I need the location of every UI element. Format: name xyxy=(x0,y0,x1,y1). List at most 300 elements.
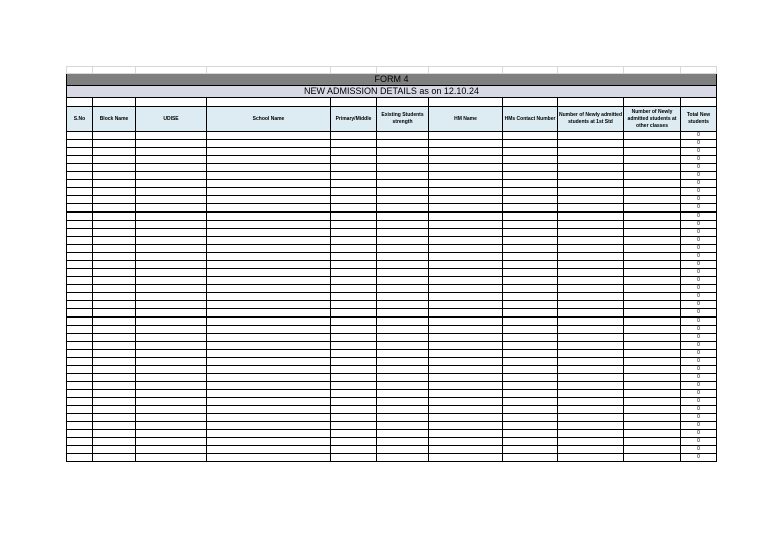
table-cell[interactable] xyxy=(558,430,624,438)
table-cell[interactable] xyxy=(624,164,681,172)
table-cell[interactable] xyxy=(136,414,207,422)
table-cell[interactable] xyxy=(67,293,93,301)
table-cell[interactable] xyxy=(503,398,558,406)
total-new-cell[interactable]: 0 xyxy=(681,293,717,301)
table-cell[interactable] xyxy=(331,398,377,406)
table-cell[interactable] xyxy=(503,414,558,422)
table-cell[interactable] xyxy=(624,156,681,164)
table-cell[interactable] xyxy=(624,229,681,237)
total-new-cell[interactable]: 0 xyxy=(681,204,717,213)
table-cell[interactable] xyxy=(207,253,331,261)
total-new-cell[interactable]: 0 xyxy=(681,317,717,326)
table-cell[interactable] xyxy=(67,390,93,398)
table-cell[interactable] xyxy=(429,326,503,334)
total-new-cell[interactable]: 0 xyxy=(681,229,717,237)
table-cell[interactable] xyxy=(503,317,558,326)
table-cell[interactable] xyxy=(624,430,681,438)
table-cell[interactable] xyxy=(207,261,331,269)
table-cell[interactable] xyxy=(624,148,681,156)
table-cell[interactable] xyxy=(429,317,503,326)
total-new-cell[interactable]: 0 xyxy=(681,164,717,172)
total-new-cell[interactable]: 0 xyxy=(681,342,717,350)
table-cell[interactable] xyxy=(503,454,558,462)
total-new-cell[interactable]: 0 xyxy=(681,261,717,269)
table-cell[interactable] xyxy=(93,334,136,342)
table-cell[interactable] xyxy=(67,438,93,446)
total-new-cell[interactable]: 0 xyxy=(681,446,717,454)
table-cell[interactable] xyxy=(331,285,377,293)
total-new-cell[interactable]: 0 xyxy=(681,221,717,229)
table-cell[interactable] xyxy=(331,212,377,221)
table-cell[interactable] xyxy=(558,398,624,406)
table-cell[interactable] xyxy=(207,454,331,462)
table-cell[interactable] xyxy=(429,285,503,293)
table-cell[interactable] xyxy=(67,196,93,204)
table-cell[interactable] xyxy=(558,156,624,164)
table-cell[interactable] xyxy=(207,350,331,358)
table-cell[interactable] xyxy=(429,406,503,414)
table-cell[interactable] xyxy=(624,237,681,245)
table-cell[interactable] xyxy=(93,309,136,318)
table-cell[interactable] xyxy=(67,245,93,253)
table-cell[interactable] xyxy=(558,196,624,204)
table-cell[interactable] xyxy=(67,285,93,293)
table-cell[interactable] xyxy=(207,317,331,326)
total-new-cell[interactable]: 0 xyxy=(681,237,717,245)
table-cell[interactable] xyxy=(331,446,377,454)
total-new-cell[interactable]: 0 xyxy=(681,148,717,156)
table-cell[interactable] xyxy=(331,350,377,358)
table-cell[interactable] xyxy=(377,253,429,261)
table-cell[interactable] xyxy=(558,382,624,390)
total-new-cell[interactable]: 0 xyxy=(681,366,717,374)
table-cell[interactable] xyxy=(136,422,207,430)
table-cell[interactable] xyxy=(136,454,207,462)
table-cell[interactable] xyxy=(207,374,331,382)
table-cell[interactable] xyxy=(429,438,503,446)
table-cell[interactable] xyxy=(558,309,624,318)
table-cell[interactable] xyxy=(558,293,624,301)
total-new-cell[interactable]: 0 xyxy=(681,132,717,140)
table-cell[interactable] xyxy=(503,204,558,213)
table-cell[interactable] xyxy=(67,140,93,148)
table-cell[interactable] xyxy=(331,188,377,196)
table-cell[interactable] xyxy=(67,156,93,164)
table-cell[interactable] xyxy=(331,253,377,261)
total-new-cell[interactable]: 0 xyxy=(681,390,717,398)
table-cell[interactable] xyxy=(331,204,377,213)
table-cell[interactable] xyxy=(558,245,624,253)
table-cell[interactable] xyxy=(136,374,207,382)
table-cell[interactable] xyxy=(377,438,429,446)
table-cell[interactable] xyxy=(136,301,207,309)
table-cell[interactable] xyxy=(136,140,207,148)
table-cell[interactable] xyxy=(558,438,624,446)
table-cell[interactable] xyxy=(331,269,377,277)
table-cell[interactable] xyxy=(93,446,136,454)
table-cell[interactable] xyxy=(67,326,93,334)
table-cell[interactable] xyxy=(503,140,558,148)
table-cell[interactable] xyxy=(429,164,503,172)
table-cell[interactable] xyxy=(377,277,429,285)
table-cell[interactable] xyxy=(429,358,503,366)
table-cell[interactable] xyxy=(377,285,429,293)
table-cell[interactable] xyxy=(93,382,136,390)
table-cell[interactable] xyxy=(136,156,207,164)
table-cell[interactable] xyxy=(429,422,503,430)
table-cell[interactable] xyxy=(93,301,136,309)
table-cell[interactable] xyxy=(207,366,331,374)
table-cell[interactable] xyxy=(93,390,136,398)
table-cell[interactable] xyxy=(377,422,429,430)
table-cell[interactable] xyxy=(67,342,93,350)
table-cell[interactable] xyxy=(503,196,558,204)
table-cell[interactable] xyxy=(377,132,429,140)
table-cell[interactable] xyxy=(429,366,503,374)
table-cell[interactable] xyxy=(93,237,136,245)
table-cell[interactable] xyxy=(558,253,624,261)
table-cell[interactable] xyxy=(429,180,503,188)
table-cell[interactable] xyxy=(377,350,429,358)
table-cell[interactable] xyxy=(331,196,377,204)
table-cell[interactable] xyxy=(624,334,681,342)
table-cell[interactable] xyxy=(429,245,503,253)
table-cell[interactable] xyxy=(331,414,377,422)
table-cell[interactable] xyxy=(93,132,136,140)
total-new-cell[interactable]: 0 xyxy=(681,454,717,462)
table-cell[interactable] xyxy=(624,326,681,334)
table-cell[interactable] xyxy=(624,269,681,277)
total-new-cell[interactable]: 0 xyxy=(681,188,717,196)
table-cell[interactable] xyxy=(624,398,681,406)
table-cell[interactable] xyxy=(136,188,207,196)
table-cell[interactable] xyxy=(377,188,429,196)
table-cell[interactable] xyxy=(377,446,429,454)
table-cell[interactable] xyxy=(429,269,503,277)
table-cell[interactable] xyxy=(67,237,93,245)
table-cell[interactable] xyxy=(67,309,93,318)
table-cell[interactable] xyxy=(624,414,681,422)
table-cell[interactable] xyxy=(503,261,558,269)
table-cell[interactable] xyxy=(624,277,681,285)
table-cell[interactable] xyxy=(503,212,558,221)
table-cell[interactable] xyxy=(136,277,207,285)
table-cell[interactable] xyxy=(558,317,624,326)
total-new-cell[interactable]: 0 xyxy=(681,180,717,188)
table-cell[interactable] xyxy=(624,454,681,462)
table-cell[interactable] xyxy=(624,317,681,326)
table-cell[interactable] xyxy=(207,204,331,213)
table-cell[interactable] xyxy=(93,342,136,350)
table-cell[interactable] xyxy=(377,196,429,204)
table-cell[interactable] xyxy=(93,430,136,438)
table-cell[interactable] xyxy=(136,446,207,454)
total-new-cell[interactable]: 0 xyxy=(681,430,717,438)
table-cell[interactable] xyxy=(331,438,377,446)
table-cell[interactable] xyxy=(558,164,624,172)
table-cell[interactable] xyxy=(429,172,503,180)
table-cell[interactable] xyxy=(429,390,503,398)
table-cell[interactable] xyxy=(207,245,331,253)
table-cell[interactable] xyxy=(377,317,429,326)
table-cell[interactable] xyxy=(624,293,681,301)
table-cell[interactable] xyxy=(624,358,681,366)
table-cell[interactable] xyxy=(429,293,503,301)
table-cell[interactable] xyxy=(136,204,207,213)
table-cell[interactable] xyxy=(67,430,93,438)
table-cell[interactable] xyxy=(503,382,558,390)
table-cell[interactable] xyxy=(377,334,429,342)
table-cell[interactable] xyxy=(503,430,558,438)
table-cell[interactable] xyxy=(93,269,136,277)
total-new-cell[interactable]: 0 xyxy=(681,285,717,293)
table-cell[interactable] xyxy=(624,374,681,382)
table-cell[interactable] xyxy=(67,269,93,277)
table-cell[interactable] xyxy=(207,164,331,172)
table-cell[interactable] xyxy=(136,438,207,446)
table-cell[interactable] xyxy=(136,350,207,358)
table-cell[interactable] xyxy=(331,430,377,438)
table-cell[interactable] xyxy=(207,221,331,229)
table-cell[interactable] xyxy=(377,212,429,221)
table-cell[interactable] xyxy=(67,422,93,430)
table-cell[interactable] xyxy=(377,164,429,172)
table-cell[interactable] xyxy=(429,342,503,350)
table-cell[interactable] xyxy=(93,414,136,422)
table-cell[interactable] xyxy=(331,390,377,398)
table-cell[interactable] xyxy=(67,446,93,454)
table-cell[interactable] xyxy=(331,172,377,180)
table-cell[interactable] xyxy=(377,156,429,164)
table-cell[interactable] xyxy=(331,156,377,164)
table-cell[interactable] xyxy=(93,180,136,188)
total-new-cell[interactable]: 0 xyxy=(681,140,717,148)
table-cell[interactable] xyxy=(624,132,681,140)
table-cell[interactable] xyxy=(93,422,136,430)
table-cell[interactable] xyxy=(503,326,558,334)
table-cell[interactable] xyxy=(503,358,558,366)
table-cell[interactable] xyxy=(558,148,624,156)
table-cell[interactable] xyxy=(624,309,681,318)
table-cell[interactable] xyxy=(558,301,624,309)
table-cell[interactable] xyxy=(558,350,624,358)
total-new-cell[interactable]: 0 xyxy=(681,358,717,366)
table-cell[interactable] xyxy=(136,317,207,326)
table-cell[interactable] xyxy=(136,148,207,156)
table-cell[interactable] xyxy=(93,164,136,172)
table-cell[interactable] xyxy=(503,374,558,382)
table-cell[interactable] xyxy=(207,326,331,334)
table-cell[interactable] xyxy=(136,172,207,180)
table-cell[interactable] xyxy=(377,204,429,213)
table-cell[interactable] xyxy=(429,382,503,390)
table-cell[interactable] xyxy=(67,350,93,358)
table-cell[interactable] xyxy=(93,261,136,269)
table-cell[interactable] xyxy=(207,196,331,204)
table-cell[interactable] xyxy=(624,261,681,269)
table-cell[interactable] xyxy=(331,366,377,374)
total-new-cell[interactable]: 0 xyxy=(681,196,717,204)
table-cell[interactable] xyxy=(331,422,377,430)
table-cell[interactable] xyxy=(207,180,331,188)
table-cell[interactable] xyxy=(67,229,93,237)
table-cell[interactable] xyxy=(503,269,558,277)
table-cell[interactable] xyxy=(558,454,624,462)
table-cell[interactable] xyxy=(624,245,681,253)
table-cell[interactable] xyxy=(377,221,429,229)
table-cell[interactable] xyxy=(429,221,503,229)
table-cell[interactable] xyxy=(377,301,429,309)
table-cell[interactable] xyxy=(93,172,136,180)
table-cell[interactable] xyxy=(429,237,503,245)
table-cell[interactable] xyxy=(93,277,136,285)
table-cell[interactable] xyxy=(331,382,377,390)
table-cell[interactable] xyxy=(503,422,558,430)
table-cell[interactable] xyxy=(624,253,681,261)
table-cell[interactable] xyxy=(93,285,136,293)
table-cell[interactable] xyxy=(377,398,429,406)
table-cell[interactable] xyxy=(207,342,331,350)
table-cell[interactable] xyxy=(93,350,136,358)
table-cell[interactable] xyxy=(503,446,558,454)
table-cell[interactable] xyxy=(93,358,136,366)
table-cell[interactable] xyxy=(93,326,136,334)
table-cell[interactable] xyxy=(377,366,429,374)
table-cell[interactable] xyxy=(207,229,331,237)
table-cell[interactable] xyxy=(136,261,207,269)
table-cell[interactable] xyxy=(558,132,624,140)
table-cell[interactable] xyxy=(207,430,331,438)
table-cell[interactable] xyxy=(136,342,207,350)
table-cell[interactable] xyxy=(558,180,624,188)
table-cell[interactable] xyxy=(624,301,681,309)
table-cell[interactable] xyxy=(429,309,503,318)
table-cell[interactable] xyxy=(558,326,624,334)
table-cell[interactable] xyxy=(503,237,558,245)
table-cell[interactable] xyxy=(67,221,93,229)
table-cell[interactable] xyxy=(67,188,93,196)
table-cell[interactable] xyxy=(558,366,624,374)
table-cell[interactable] xyxy=(624,221,681,229)
table-cell[interactable] xyxy=(624,438,681,446)
total-new-cell[interactable]: 0 xyxy=(681,398,717,406)
total-new-cell[interactable]: 0 xyxy=(681,212,717,221)
table-cell[interactable] xyxy=(503,309,558,318)
table-cell[interactable] xyxy=(331,454,377,462)
table-cell[interactable] xyxy=(331,301,377,309)
table-cell[interactable] xyxy=(503,180,558,188)
table-cell[interactable] xyxy=(503,156,558,164)
table-cell[interactable] xyxy=(624,366,681,374)
total-new-cell[interactable]: 0 xyxy=(681,326,717,334)
table-cell[interactable] xyxy=(377,172,429,180)
table-cell[interactable] xyxy=(377,229,429,237)
table-cell[interactable] xyxy=(331,180,377,188)
table-cell[interactable] xyxy=(503,221,558,229)
table-cell[interactable] xyxy=(207,212,331,221)
table-cell[interactable] xyxy=(503,164,558,172)
table-cell[interactable] xyxy=(136,221,207,229)
table-cell[interactable] xyxy=(429,261,503,269)
table-cell[interactable] xyxy=(331,358,377,366)
table-cell[interactable] xyxy=(136,196,207,204)
total-new-cell[interactable]: 0 xyxy=(681,301,717,309)
table-cell[interactable] xyxy=(503,366,558,374)
table-cell[interactable] xyxy=(377,342,429,350)
table-cell[interactable] xyxy=(67,398,93,406)
table-cell[interactable] xyxy=(207,422,331,430)
table-cell[interactable] xyxy=(207,334,331,342)
table-cell[interactable] xyxy=(377,390,429,398)
table-cell[interactable] xyxy=(558,342,624,350)
table-cell[interactable] xyxy=(93,245,136,253)
table-cell[interactable] xyxy=(558,334,624,342)
table-cell[interactable] xyxy=(136,253,207,261)
table-cell[interactable] xyxy=(377,326,429,334)
table-cell[interactable] xyxy=(624,382,681,390)
table-cell[interactable] xyxy=(624,188,681,196)
table-cell[interactable] xyxy=(207,285,331,293)
table-cell[interactable] xyxy=(67,212,93,221)
table-cell[interactable] xyxy=(624,446,681,454)
table-cell[interactable] xyxy=(558,414,624,422)
table-cell[interactable] xyxy=(624,172,681,180)
table-cell[interactable] xyxy=(503,334,558,342)
table-cell[interactable] xyxy=(503,350,558,358)
table-cell[interactable] xyxy=(429,277,503,285)
table-cell[interactable] xyxy=(429,350,503,358)
total-new-cell[interactable]: 0 xyxy=(681,245,717,253)
table-cell[interactable] xyxy=(429,253,503,261)
table-cell[interactable] xyxy=(624,350,681,358)
table-cell[interactable] xyxy=(67,148,93,156)
table-cell[interactable] xyxy=(558,358,624,366)
total-new-cell[interactable]: 0 xyxy=(681,269,717,277)
table-cell[interactable] xyxy=(67,406,93,414)
table-cell[interactable] xyxy=(429,301,503,309)
table-cell[interactable] xyxy=(377,293,429,301)
table-cell[interactable] xyxy=(331,148,377,156)
table-cell[interactable] xyxy=(93,140,136,148)
table-cell[interactable] xyxy=(136,180,207,188)
table-cell[interactable] xyxy=(503,245,558,253)
table-cell[interactable] xyxy=(67,204,93,213)
total-new-cell[interactable]: 0 xyxy=(681,374,717,382)
table-cell[interactable] xyxy=(207,140,331,148)
table-cell[interactable] xyxy=(558,188,624,196)
table-cell[interactable] xyxy=(207,301,331,309)
table-cell[interactable] xyxy=(67,277,93,285)
table-cell[interactable] xyxy=(93,454,136,462)
table-cell[interactable] xyxy=(207,156,331,164)
total-new-cell[interactable]: 0 xyxy=(681,422,717,430)
table-cell[interactable] xyxy=(207,277,331,285)
table-cell[interactable] xyxy=(67,334,93,342)
table-cell[interactable] xyxy=(624,406,681,414)
table-cell[interactable] xyxy=(429,188,503,196)
table-cell[interactable] xyxy=(377,148,429,156)
table-cell[interactable] xyxy=(377,237,429,245)
table-cell[interactable] xyxy=(207,172,331,180)
table-cell[interactable] xyxy=(136,382,207,390)
table-cell[interactable] xyxy=(558,446,624,454)
table-cell[interactable] xyxy=(93,293,136,301)
table-cell[interactable] xyxy=(207,414,331,422)
table-cell[interactable] xyxy=(331,309,377,318)
table-cell[interactable] xyxy=(377,406,429,414)
table-cell[interactable] xyxy=(67,164,93,172)
table-cell[interactable] xyxy=(377,382,429,390)
